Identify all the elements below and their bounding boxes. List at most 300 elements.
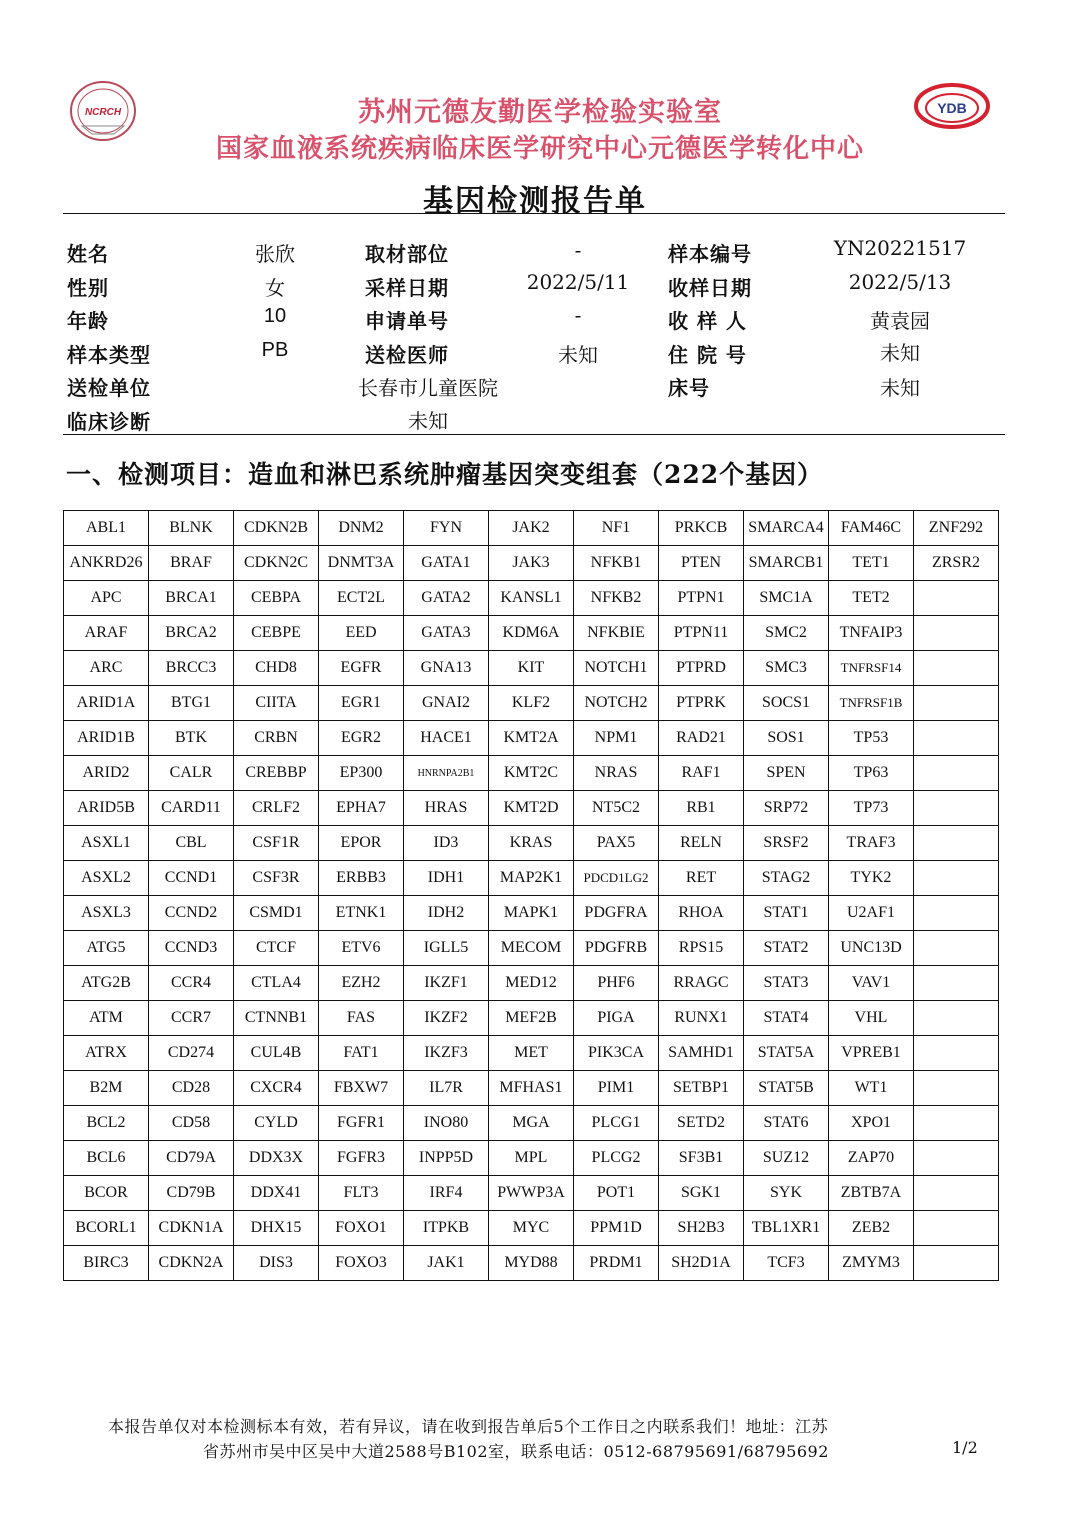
receive-date-value: 2022/5/13 [848, 270, 952, 294]
gene-cell [914, 1176, 999, 1211]
gene-cell: CD28 [149, 1071, 234, 1106]
section-title: 一、检测项目：造血和淋巴系统肿瘤基因突变组套（222个基因） [66, 460, 824, 489]
gene-cell: ZRSR2 [914, 546, 999, 581]
diagnosis-label: 临床诊断 [67, 410, 151, 434]
gene-cell: TP63 [829, 756, 914, 791]
gene-cell: VPREB1 [829, 1036, 914, 1071]
sample-no-value: YN20221517 [833, 236, 967, 260]
gene-cell: ZNF292 [914, 511, 999, 546]
gene-cell: KIT [489, 651, 574, 686]
gene-cell: CREBBP [234, 756, 319, 791]
gene-cell: ATG5 [64, 931, 149, 966]
gene-cell: B2M [64, 1071, 149, 1106]
gene-cell: ZAP70 [829, 1141, 914, 1176]
gene-cell: CCND2 [149, 896, 234, 931]
table-row [64, 546, 999, 581]
gene-cell: CEBPA [234, 581, 319, 616]
inpatient-no-label: 住 院 号 [668, 343, 747, 367]
gene-cell: GNA13 [404, 651, 489, 686]
gene-cell: MEF2B [489, 1001, 574, 1036]
gene-cell: STAT5A [744, 1036, 829, 1071]
gene-cell: CTCF [234, 931, 319, 966]
gene-cell: DHX15 [234, 1211, 319, 1246]
gene-cell: CTNNB1 [234, 1001, 319, 1036]
gene-cell: ATM [64, 1001, 149, 1036]
gene-cell: PLCG1 [574, 1106, 659, 1141]
gene-cell: IKZF3 [404, 1036, 489, 1071]
collect-date-value: 2022/5/11 [526, 270, 630, 294]
table-row [64, 931, 999, 966]
gene-cell: IDH2 [404, 896, 489, 931]
gene-cell: ETNK1 [319, 896, 404, 931]
gene-cell: ERBB3 [319, 861, 404, 896]
gene-cell: BTG1 [149, 686, 234, 721]
gene-cell: WT1 [829, 1071, 914, 1106]
gene-cell: JAK3 [489, 546, 574, 581]
sample-type-value: PB [261, 339, 289, 361]
gene-cell: SMARCB1 [744, 546, 829, 581]
gene-cell [914, 756, 999, 791]
gene-cell: IDH1 [404, 861, 489, 896]
gene-cell: RAF1 [659, 756, 744, 791]
gene-cell: TNFRSF1B [829, 686, 914, 721]
doctor-value: 未知 [558, 343, 598, 367]
gene-cell: PPM1D [574, 1211, 659, 1246]
table-row [64, 1106, 999, 1141]
gene-cell: CUL4B [234, 1036, 319, 1071]
gene-cell: SYK [744, 1176, 829, 1211]
gene-cell: KRAS [489, 826, 574, 861]
gene-cell: CCND1 [149, 861, 234, 896]
gene-cell: BTK [149, 721, 234, 756]
gene-cell: PWWP3A [489, 1176, 574, 1211]
logo-right-text: YDB [937, 100, 967, 116]
gene-cell: POT1 [574, 1176, 659, 1211]
gene-cell: PAX5 [574, 826, 659, 861]
gene-cell: BCL2 [64, 1106, 149, 1141]
gene-cell: CDKN2A [149, 1246, 234, 1281]
gene-cell: KMT2D [489, 791, 574, 826]
site-value: - [574, 238, 582, 262]
table-row [64, 861, 999, 896]
name-label: 姓名 [67, 242, 109, 266]
logo-left-text: NCRCH [84, 107, 122, 118]
name-value: 张欣 [255, 242, 295, 266]
gene-cell: SPEN [744, 756, 829, 791]
table-row [64, 1176, 999, 1211]
age-value: 10 [263, 305, 287, 327]
gene-cell: KMT2A [489, 721, 574, 756]
gene-cell: SOCS1 [744, 686, 829, 721]
receiver-label: 收 样 人 [668, 309, 747, 333]
gene-cell: CIITA [234, 686, 319, 721]
gene-cell: EPHA7 [319, 791, 404, 826]
gene-cell: CALR [149, 756, 234, 791]
gene-cell: GATA2 [404, 581, 489, 616]
gene-table [63, 510, 999, 1281]
gene-cell: U2AF1 [829, 896, 914, 931]
table-row [64, 966, 999, 1001]
gene-cell: ARC [64, 651, 149, 686]
gene-cell: CSMD1 [234, 896, 319, 931]
table-row [64, 1001, 999, 1036]
gene-cell [914, 1141, 999, 1176]
gene-cell: NT5C2 [574, 791, 659, 826]
gene-cell: EGFR [319, 651, 404, 686]
gene-cell: ITPKB [404, 1211, 489, 1246]
gene-cell: EZH2 [319, 966, 404, 1001]
age-label: 年龄 [67, 309, 109, 333]
gene-cell [914, 861, 999, 896]
table-row [64, 896, 999, 931]
gene-cell: GNAI2 [404, 686, 489, 721]
table-row [64, 1071, 999, 1106]
gene-cell: STAT5B [744, 1071, 829, 1106]
gene-cell: VHL [829, 1001, 914, 1036]
report-title: 基因检测报告单 [423, 184, 647, 219]
gene-cell: STAT4 [744, 1001, 829, 1036]
footer-line-1: 本报告单仅对本检测标本有效，若有异议，请在收到报告单后5个工作日之内联系我们！地址：江苏 [108, 1417, 829, 1436]
gene-cell: MPL [489, 1141, 574, 1176]
sex-value: 女 [265, 276, 285, 300]
gene-cell: ANKRD26 [64, 546, 149, 581]
gene-cell: ASXL3 [64, 896, 149, 931]
gene-cell [914, 616, 999, 651]
table-row [64, 651, 999, 686]
gene-cell: PRDM1 [574, 1246, 659, 1281]
table-row [64, 721, 999, 756]
receive-date-label: 收样日期 [668, 276, 752, 300]
gene-cell: ATG2B [64, 966, 149, 1001]
gene-cell: EP300 [319, 756, 404, 791]
gene-cell [914, 791, 999, 826]
gene-cell: PDGFRA [574, 896, 659, 931]
gene-cell: EGR1 [319, 686, 404, 721]
gene-cell: CCR4 [149, 966, 234, 1001]
gene-cell: SH2D1A [659, 1246, 744, 1281]
bed-value: 未知 [880, 376, 920, 400]
gene-cell: NFKB1 [574, 546, 659, 581]
gene-cell: MET [489, 1036, 574, 1071]
table-row [64, 1141, 999, 1176]
gene-cell: JAK1 [404, 1246, 489, 1281]
gene-cell: XPO1 [829, 1106, 914, 1141]
gene-cell [914, 581, 999, 616]
gene-cell: PTPRD [659, 651, 744, 686]
gene-cell: CD58 [149, 1106, 234, 1141]
gene-cell: INPP5D [404, 1141, 489, 1176]
sample-no-label: 样本编号 [668, 242, 752, 266]
gene-cell: SMC3 [744, 651, 829, 686]
center-name: 国家血液系统疾病临床医学研究中心元德医学转化中心 [215, 134, 864, 164]
gene-cell: KDM6A [489, 616, 574, 651]
gene-cell: TET2 [829, 581, 914, 616]
sample-type-label: 样本类型 [67, 343, 151, 367]
gene-cell: NRAS [574, 756, 659, 791]
gene-cell: PRKCB [659, 511, 744, 546]
collect-date-label: 采样日期 [365, 276, 449, 300]
gene-cell: NOTCH1 [574, 651, 659, 686]
gene-cell: EGR2 [319, 721, 404, 756]
table-row [64, 686, 999, 721]
gene-cell: TCF3 [744, 1246, 829, 1281]
gene-cell: SAMHD1 [659, 1036, 744, 1071]
gene-cell: PTPRK [659, 686, 744, 721]
gene-cell: PDCD1LG2 [574, 861, 659, 896]
inpatient-no-value: 未知 [880, 341, 920, 365]
gene-cell: RET [659, 861, 744, 896]
gene-cell: BRAF [149, 546, 234, 581]
gene-cell: BRCC3 [149, 651, 234, 686]
gene-cell: IGLL5 [404, 931, 489, 966]
gene-cell: FBXW7 [319, 1071, 404, 1106]
gene-cell: RRAGC [659, 966, 744, 1001]
gene-cell [914, 966, 999, 1001]
hospital-label: 送检单位 [67, 376, 151, 400]
gene-cell: NF1 [574, 511, 659, 546]
info-divider [63, 434, 1005, 435]
gene-cell: DDX41 [234, 1176, 319, 1211]
gene-cell [914, 1106, 999, 1141]
gene-cell: TYK2 [829, 861, 914, 896]
gene-cell: TP73 [829, 791, 914, 826]
table-row [64, 791, 999, 826]
gene-cell: FLT3 [319, 1176, 404, 1211]
gene-cell: PTEN [659, 546, 744, 581]
gene-cell: CSF1R [234, 826, 319, 861]
gene-cell: CYLD [234, 1106, 319, 1141]
table-row [64, 1036, 999, 1071]
gene-cell: CDKN2B [234, 511, 319, 546]
gene-cell: GATA3 [404, 616, 489, 651]
gene-cell: ARID5B [64, 791, 149, 826]
gene-cell [914, 1001, 999, 1036]
gene-cell: BCORL1 [64, 1211, 149, 1246]
gene-cell: CARD11 [149, 791, 234, 826]
gene-cell: BCOR [64, 1176, 149, 1211]
gene-cell [914, 651, 999, 686]
bed-label: 床号 [668, 376, 710, 400]
gene-cell: CDKN2C [234, 546, 319, 581]
gene-cell: BRCA1 [149, 581, 234, 616]
gene-cell [914, 1071, 999, 1106]
table-row [64, 511, 999, 546]
gene-cell: ZMYM3 [829, 1246, 914, 1281]
gene-cell: BLNK [149, 511, 234, 546]
gene-cell: DNMT3A [319, 546, 404, 581]
gene-cell: TP53 [829, 721, 914, 756]
gene-cell: NFKBIE [574, 616, 659, 651]
gene-cell: ETV6 [319, 931, 404, 966]
gene-cell: SMARCA4 [744, 511, 829, 546]
gene-cell: KANSL1 [489, 581, 574, 616]
gene-cell: SMC1A [744, 581, 829, 616]
lab-name: 苏州元德友勤医学检验实验室 [358, 97, 722, 128]
gene-cell: TNFAIP3 [829, 616, 914, 651]
gene-cell: CEBPE [234, 616, 319, 651]
gene-cell: HRAS [404, 791, 489, 826]
gene-cell: HNRNPA2B1 [404, 756, 489, 791]
gene-cell: FAS [319, 1001, 404, 1036]
gene-cell: SETD2 [659, 1106, 744, 1141]
gene-cell: PLCG2 [574, 1141, 659, 1176]
gene-cell: ARID1A [64, 686, 149, 721]
gene-cell: IKZF2 [404, 1001, 489, 1036]
gene-cell: ATRX [64, 1036, 149, 1071]
gene-cell: TBL1XR1 [744, 1211, 829, 1246]
gene-cell: TET1 [829, 546, 914, 581]
gene-cell: UNC13D [829, 931, 914, 966]
gene-cell: RUNX1 [659, 1001, 744, 1036]
gene-cell [914, 721, 999, 756]
gene-cell: TRAF3 [829, 826, 914, 861]
gene-cell: FOXO1 [319, 1211, 404, 1246]
gene-cell: CHD8 [234, 651, 319, 686]
gene-cell: SETBP1 [659, 1071, 744, 1106]
gene-cell: MED12 [489, 966, 574, 1001]
gene-cell: RHOA [659, 896, 744, 931]
gene-cell: FOXO3 [319, 1246, 404, 1281]
gene-cell: FGFR3 [319, 1141, 404, 1176]
gene-cell: ABL1 [64, 511, 149, 546]
gene-cell: CRLF2 [234, 791, 319, 826]
gene-cell: PIM1 [574, 1071, 659, 1106]
gene-cell: CSF3R [234, 861, 319, 896]
gene-cell: STAT6 [744, 1106, 829, 1141]
gene-cell: MAP2K1 [489, 861, 574, 896]
gene-cell: CDKN1A [149, 1211, 234, 1246]
gene-cell: NFKB2 [574, 581, 659, 616]
gene-cell: SOS1 [744, 721, 829, 756]
gene-cell: ID3 [404, 826, 489, 861]
gene-cell: NOTCH2 [574, 686, 659, 721]
gene-cell: PTPN11 [659, 616, 744, 651]
gene-cell: FYN [404, 511, 489, 546]
request-no-value: - [574, 303, 582, 327]
gene-cell: EED [319, 616, 404, 651]
gene-cell [914, 826, 999, 861]
hospital-value: 长春市儿童医院 [358, 376, 498, 400]
table-row [64, 826, 999, 861]
gene-cell: CTLA4 [234, 966, 319, 1001]
gene-cell: CD79B [149, 1176, 234, 1211]
gene-cell: SH2B3 [659, 1211, 744, 1246]
gene-cell: DDX3X [234, 1141, 319, 1176]
gene-cell: ARAF [64, 616, 149, 651]
gene-cell [914, 896, 999, 931]
gene-cell: RELN [659, 826, 744, 861]
gene-cell: CCR7 [149, 1001, 234, 1036]
gene-cell: ZEB2 [829, 1211, 914, 1246]
page-number: 1/2 [952, 1438, 978, 1457]
gene-cell: STAT2 [744, 931, 829, 966]
gene-cell: TNFRSF14 [829, 651, 914, 686]
gene-cell: RAD21 [659, 721, 744, 756]
table-row [64, 756, 999, 791]
gene-cell [914, 931, 999, 966]
gene-cell: SRP72 [744, 791, 829, 826]
gene-cell: CD274 [149, 1036, 234, 1071]
gene-cell: PIGA [574, 1001, 659, 1036]
table-row [64, 1246, 999, 1281]
gene-cell: BCL6 [64, 1141, 149, 1176]
gene-cell: KLF2 [489, 686, 574, 721]
sex-label: 性别 [67, 276, 109, 300]
gene-cell: CXCR4 [234, 1071, 319, 1106]
footer-line-2: 省苏州市吴中区吴中大道2588号B102室，联系电话：0512-68795691/68795692 [203, 1442, 829, 1461]
gene-cell: MECOM [489, 931, 574, 966]
gene-cell: RB1 [659, 791, 744, 826]
gene-cell: ARID2 [64, 756, 149, 791]
receiver-value: 黄袁园 [870, 309, 930, 333]
gene-cell: FGFR1 [319, 1106, 404, 1141]
gene-cell: RPS15 [659, 931, 744, 966]
gene-cell: SRSF2 [744, 826, 829, 861]
gene-cell: CD79A [149, 1141, 234, 1176]
gene-cell: PHF6 [574, 966, 659, 1001]
gene-cell: ASXL1 [64, 826, 149, 861]
gene-cell: FAM46C [829, 511, 914, 546]
request-no-label: 申请单号 [365, 309, 449, 333]
gene-cell: CRBN [234, 721, 319, 756]
gene-cell: DNM2 [319, 511, 404, 546]
gene-cell: STAG2 [744, 861, 829, 896]
gene-cell: SMC2 [744, 616, 829, 651]
gene-cell: PIK3CA [574, 1036, 659, 1071]
table-row [64, 616, 999, 651]
gene-cell: GATA1 [404, 546, 489, 581]
gene-cell: ZBTB7A [829, 1176, 914, 1211]
gene-cell: APC [64, 581, 149, 616]
gene-cell: HACE1 [404, 721, 489, 756]
gene-cell [914, 1246, 999, 1281]
header-divider [63, 213, 1005, 214]
gene-cell: FAT1 [319, 1036, 404, 1071]
gene-cell: IRF4 [404, 1176, 489, 1211]
gene-cell: MAPK1 [489, 896, 574, 931]
gene-cell: IL7R [404, 1071, 489, 1106]
gene-cell [914, 1036, 999, 1071]
gene-cell: ARID1B [64, 721, 149, 756]
gene-cell: STAT3 [744, 966, 829, 1001]
gene-cell: SGK1 [659, 1176, 744, 1211]
gene-cell: IKZF1 [404, 966, 489, 1001]
doctor-label: 送检医师 [365, 343, 449, 367]
gene-cell: ECT2L [319, 581, 404, 616]
gene-cell: PTPN1 [659, 581, 744, 616]
table-row [64, 581, 999, 616]
gene-cell [914, 1211, 999, 1246]
gene-cell: PDGFRB [574, 931, 659, 966]
gene-cell [914, 686, 999, 721]
gene-cell: MYC [489, 1211, 574, 1246]
gene-cell: JAK2 [489, 511, 574, 546]
diagnosis-value: 未知 [408, 409, 448, 433]
gene-cell: SF3B1 [659, 1141, 744, 1176]
gene-cell: CCND3 [149, 931, 234, 966]
gene-cell: BRCA2 [149, 616, 234, 651]
gene-cell: INO80 [404, 1106, 489, 1141]
gene-cell: MGA [489, 1106, 574, 1141]
gene-cell: EPOR [319, 826, 404, 861]
gene-cell: BIRC3 [64, 1246, 149, 1281]
gene-cell: CBL [149, 826, 234, 861]
table-row [64, 1211, 999, 1246]
gene-cell: NPM1 [574, 721, 659, 756]
gene-cell: STAT1 [744, 896, 829, 931]
gene-cell: MYD88 [489, 1246, 574, 1281]
gene-cell: DIS3 [234, 1246, 319, 1281]
